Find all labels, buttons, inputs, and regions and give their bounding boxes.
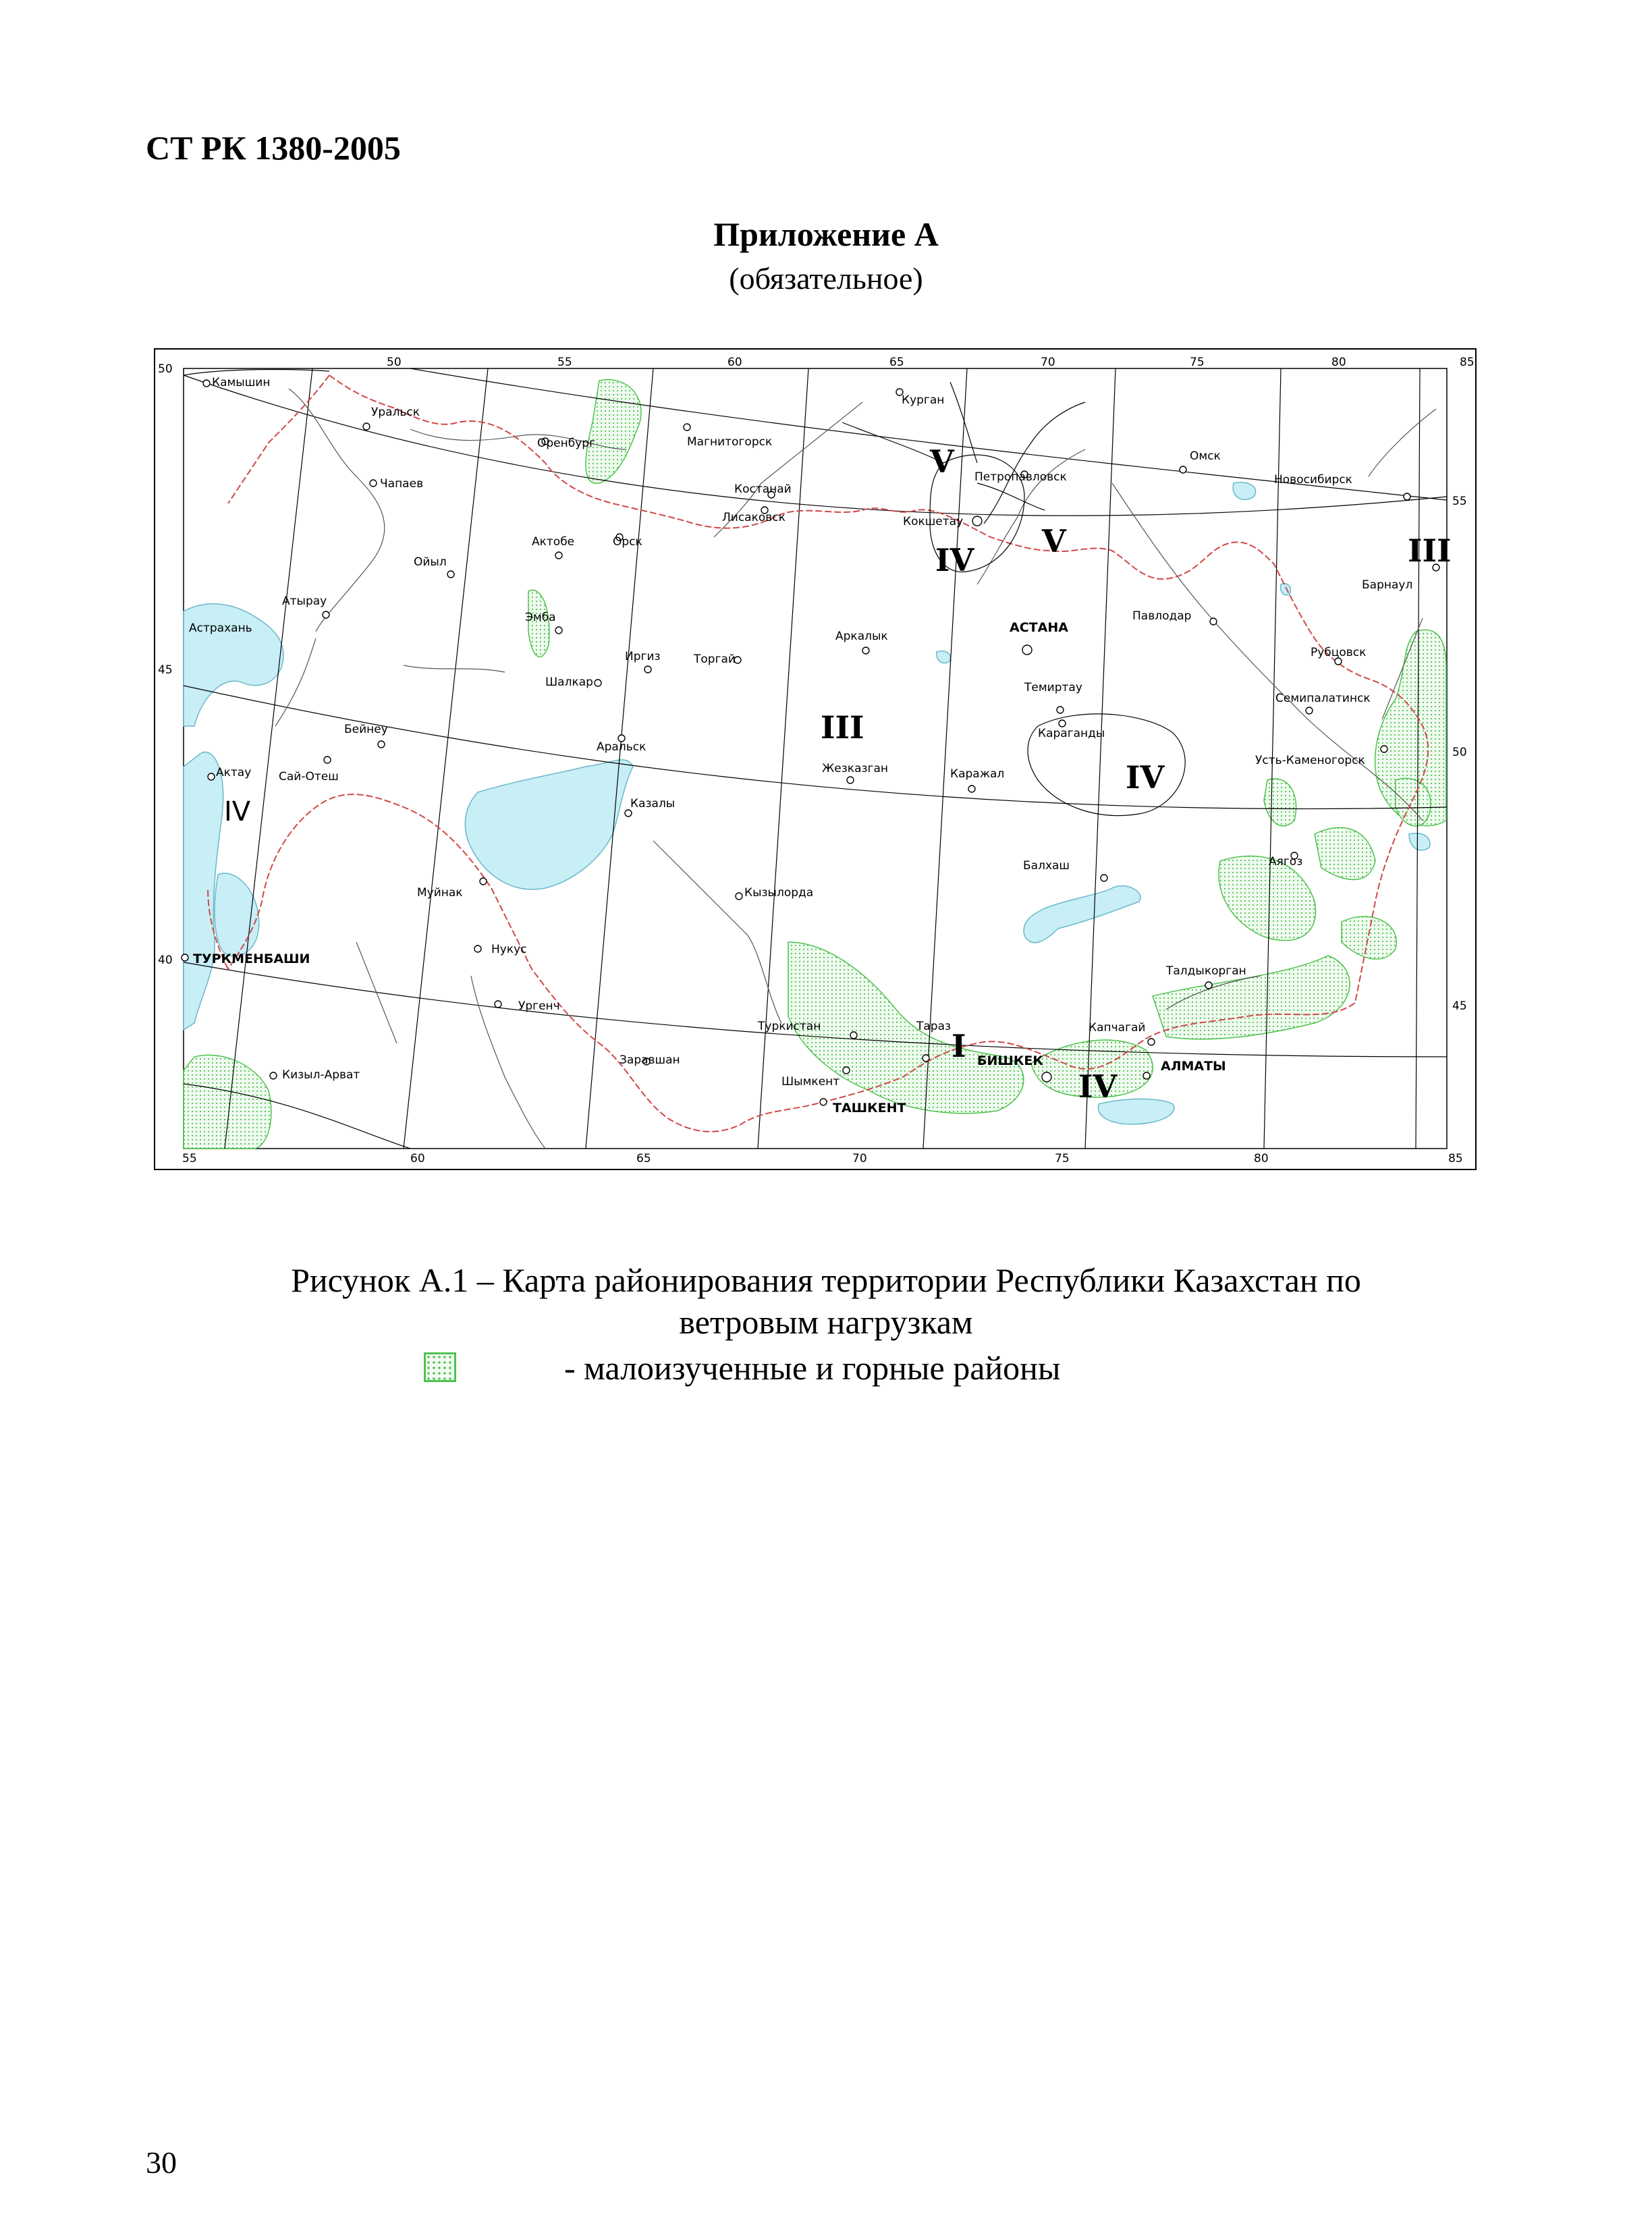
city-label: Семипалатинск [1275, 692, 1371, 705]
city-label: Актобе [532, 535, 575, 549]
lat-right-55: 55 [1452, 495, 1467, 508]
legend-text: - малоизученные и горные районы [564, 1349, 1061, 1387]
city-label: Бейнеу [344, 723, 388, 736]
city-label: Орск [613, 535, 642, 549]
wind-zoning-map [154, 348, 1477, 1170]
city-label: Барнаул [1362, 578, 1413, 592]
zone-label: IV [935, 542, 974, 578]
city-label: Балхаш [1023, 859, 1070, 873]
city-label: Кизыл-Арват [282, 1068, 360, 1082]
city-label: Астрахань [189, 622, 252, 635]
city-label: Каражал [950, 767, 1005, 781]
lon-top-80: 80 [1331, 356, 1346, 369]
city-label: Магнитогорск [687, 435, 773, 449]
city-label: Сай-Отеш [279, 770, 339, 783]
city-label: Караганды [1038, 727, 1105, 740]
lat-right-50: 50 [1452, 746, 1467, 759]
city-label: Талдыкорган [1166, 964, 1246, 978]
city-label: Чапаев [380, 477, 424, 491]
lon-top-85: 85 [1460, 356, 1475, 369]
city-label: Петропавловск [974, 470, 1067, 484]
city-label-capital: ТАШКЕНТ [833, 1101, 906, 1115]
city-label: Уральск [371, 406, 420, 419]
city-label: Ойыл [414, 555, 447, 569]
lon-top-70: 70 [1041, 356, 1055, 369]
lon-bottom-75: 75 [1055, 1152, 1070, 1165]
city-label: Новосибирск [1274, 473, 1352, 487]
city-label: Ургенч [518, 999, 560, 1013]
city-label: Павлодар [1132, 609, 1192, 623]
figure-caption-line2: ветровым нагрузкам [679, 1303, 973, 1341]
city-label: Кызылорда [744, 886, 814, 900]
city-label: Торгай [694, 653, 736, 666]
figure-caption: Рисунок А.1 – Карта районирования территории Республики Казахстан по [291, 1261, 1361, 1299]
zone-label: III [821, 709, 864, 746]
lon-top-75: 75 [1190, 356, 1205, 369]
map-svg [154, 348, 1477, 1170]
zone-label: V [930, 443, 954, 480]
annex-title: Приложение А [713, 215, 939, 253]
city-label: Капчагай [1089, 1021, 1146, 1035]
city-label-capital: АСТАНА [1010, 620, 1068, 635]
city-label: Камышин [212, 376, 271, 389]
city-label: Темиртау [1024, 681, 1082, 694]
lon-bottom-70: 70 [852, 1152, 867, 1165]
city-label: Муйнак [417, 886, 463, 900]
city-label: Шымкент [781, 1075, 840, 1088]
lon-bottom-65: 65 [636, 1152, 651, 1165]
city-label-bold: ТУРКМЕНБАШИ [193, 952, 310, 966]
city-label: Казалы [630, 797, 676, 810]
city-label-capital: АЛМАТЫ [1161, 1059, 1226, 1074]
lat-left-50: 50 [158, 362, 173, 376]
zone-label: III [1408, 532, 1452, 569]
lat-left-45: 45 [158, 663, 173, 677]
city-label: Тараз [916, 1020, 952, 1033]
lon-top-65: 65 [889, 356, 904, 369]
city-label: Нукус [491, 943, 527, 956]
lake-chany [1233, 483, 1255, 500]
lon-bottom-55: 55 [182, 1152, 197, 1165]
city-label: Туркистан [758, 1020, 821, 1033]
lake-kulunda [1281, 584, 1291, 595]
city-label: Актау [216, 766, 252, 779]
lon-top-60: 60 [727, 356, 742, 369]
city-label: Заравшан [620, 1053, 680, 1067]
lat-left-40: 40 [158, 954, 173, 967]
city-label: Курган [902, 393, 945, 407]
zone-label: I [952, 1028, 966, 1064]
city-label: Кокшетау [903, 515, 964, 528]
city-label: Омск [1190, 449, 1221, 463]
lon-bottom-60: 60 [410, 1152, 425, 1165]
city-label: Шалкар [545, 676, 593, 689]
city-label-capital: БИШКЕК [977, 1053, 1043, 1068]
page-number: 30 [146, 2145, 177, 2180]
city-label: Оренбург [537, 437, 596, 450]
city-label: Аральск [597, 740, 646, 754]
city-label: Рубцовск [1311, 646, 1367, 659]
city-label: Жезказган [822, 762, 888, 775]
zone-label: IV [1126, 759, 1165, 796]
zone-label: IV [1078, 1068, 1118, 1105]
city-label: Усть-Каменогорск [1255, 754, 1365, 767]
zone-label: V [1042, 523, 1066, 559]
city-label: Эмба [525, 611, 556, 624]
city-label: Иргиз [625, 650, 661, 663]
document-code: СТ РК 1380-2005 [146, 129, 401, 167]
mountain-area-legend-swatch [424, 1352, 456, 1382]
lat-right-45: 45 [1452, 999, 1467, 1013]
zone-label: IV [224, 796, 251, 827]
city-label: Костанай [734, 483, 792, 496]
lon-bottom-80: 80 [1254, 1152, 1269, 1165]
city-label: Лисаковск [722, 511, 786, 524]
annex-subtitle: (обязательное) [729, 261, 923, 296]
city-label: Аягоз [1269, 855, 1303, 869]
lon-top-50: 50 [387, 356, 402, 369]
city-label: Аркалык [835, 630, 888, 643]
lon-top-55: 55 [557, 356, 572, 369]
lon-bottom-85: 85 [1448, 1152, 1463, 1165]
city-label: Атырау [282, 595, 327, 608]
